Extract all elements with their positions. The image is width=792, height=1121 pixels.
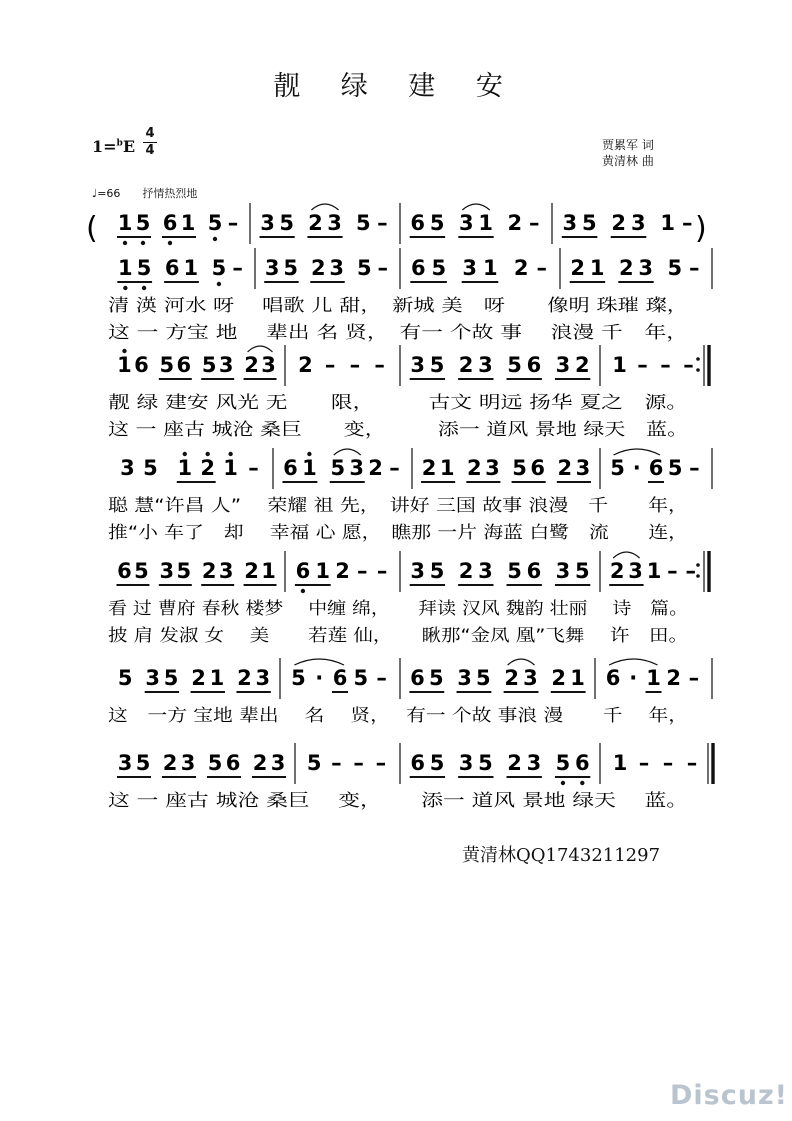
note: 1 bbox=[117, 211, 133, 235]
lyric-line: 披 肩 发淑 女 美 若莲 仙， 瞅那“金凤 凰”飞舞 许 田。 bbox=[108, 626, 688, 646]
note: 5 bbox=[353, 666, 369, 690]
note: 1 bbox=[612, 751, 628, 775]
note: 3 bbox=[628, 559, 643, 583]
note: 3 bbox=[349, 456, 365, 480]
note: 1 bbox=[612, 353, 627, 377]
time-bottom: 4 bbox=[145, 143, 155, 158]
high-octave-dot bbox=[228, 452, 232, 456]
note: 6 bbox=[648, 456, 664, 480]
note: 5 bbox=[135, 211, 151, 235]
note: 5 bbox=[135, 751, 151, 775]
dash: – bbox=[667, 559, 678, 583]
dash: – bbox=[227, 211, 239, 235]
dash: – bbox=[376, 559, 388, 583]
dash: – bbox=[638, 751, 650, 775]
note: 6 bbox=[575, 751, 590, 775]
note: 1 bbox=[223, 456, 238, 480]
note: 3 bbox=[145, 666, 161, 690]
note: 1 bbox=[478, 211, 494, 235]
note: 6 bbox=[134, 353, 149, 377]
note: 3 bbox=[562, 211, 578, 235]
key-note: E bbox=[122, 137, 136, 156]
note: 5 bbox=[163, 666, 179, 690]
note: 5 bbox=[201, 353, 217, 377]
note: 6 bbox=[332, 666, 348, 690]
note: 6 bbox=[526, 559, 542, 583]
note: 6 bbox=[526, 353, 542, 377]
note: 6 bbox=[410, 666, 425, 690]
note: 1 bbox=[118, 256, 133, 280]
high-octave-dot bbox=[122, 349, 126, 353]
slur bbox=[462, 204, 489, 210]
note: 1 bbox=[183, 256, 199, 280]
dash: – bbox=[685, 559, 697, 583]
note: 2 bbox=[162, 751, 178, 775]
dash: – bbox=[536, 256, 547, 280]
note: 2 bbox=[201, 559, 217, 583]
note: 5 bbox=[207, 751, 223, 775]
note: 2 bbox=[298, 353, 313, 377]
dash: – bbox=[689, 456, 700, 480]
low-octave-dot bbox=[580, 781, 584, 785]
note: 1 bbox=[180, 211, 196, 235]
note: 2 bbox=[368, 456, 383, 480]
tempo-marking: ♩=66 bbox=[92, 187, 121, 200]
note: 5 bbox=[207, 211, 223, 235]
note: 3 bbox=[555, 559, 571, 583]
paren-open: ( bbox=[86, 211, 98, 246]
note: 5 bbox=[428, 666, 444, 690]
note: 5 bbox=[555, 751, 571, 775]
lyric-line: 这 一 座古 城沧 桑巨 变， 添一 道风 景地 绿天 蓝。 bbox=[108, 791, 562, 811]
high-octave-dot bbox=[307, 452, 311, 456]
note: 3 bbox=[270, 751, 286, 775]
note: 2 bbox=[421, 456, 437, 480]
dash: – bbox=[357, 559, 368, 583]
low-octave-dot bbox=[142, 286, 146, 290]
note: 2 bbox=[237, 666, 252, 690]
low-octave-dot bbox=[217, 282, 221, 286]
note: 2 bbox=[458, 559, 474, 583]
note: 1 bbox=[439, 456, 455, 480]
time-top: 4 bbox=[145, 126, 155, 141]
note: 3 bbox=[523, 666, 538, 690]
note: 1 bbox=[117, 353, 132, 377]
note: 5 bbox=[211, 256, 227, 280]
dash: – bbox=[686, 751, 698, 775]
high-octave-dot bbox=[183, 452, 187, 456]
note: 2 bbox=[335, 559, 350, 583]
dash: – bbox=[376, 666, 387, 690]
note: 5 bbox=[429, 211, 445, 235]
note: 5 bbox=[667, 256, 683, 280]
note: 5 bbox=[478, 751, 493, 775]
note: 1 bbox=[646, 666, 661, 690]
note: 3 bbox=[329, 256, 345, 280]
repeat-dot bbox=[696, 357, 700, 361]
slur bbox=[311, 204, 338, 210]
note: 1 bbox=[302, 456, 317, 480]
note: 3 bbox=[485, 456, 500, 480]
slur bbox=[294, 659, 344, 665]
note: 5 bbox=[355, 211, 371, 235]
dash: – bbox=[637, 353, 648, 377]
repeat-dot bbox=[696, 563, 700, 567]
note: 5 bbox=[134, 559, 149, 583]
note: 3 bbox=[260, 211, 275, 235]
note: 5 bbox=[429, 559, 445, 583]
dash: – bbox=[389, 456, 400, 480]
note: 3 bbox=[575, 456, 591, 480]
note: 5 bbox=[283, 256, 298, 280]
note: 2 bbox=[244, 559, 259, 583]
note: 6 bbox=[283, 456, 298, 480]
lyric-line: 清 渶 河水 呀 唱歌 儿 甜， 新城 美 呀 像明 珠璀 璨， bbox=[108, 296, 688, 316]
lyric-line: 靓 绿 建安 风光 无 限， 古文 明远 扬华 夏之 源。 bbox=[108, 393, 563, 413]
note: 1 bbox=[660, 211, 675, 235]
key-tonic: 1= bbox=[92, 137, 117, 156]
expression-marking: 抒情热烈地 bbox=[142, 187, 198, 200]
note: 6 bbox=[605, 666, 621, 690]
note: 2 bbox=[191, 666, 206, 690]
repeat-dot bbox=[696, 574, 700, 578]
dash: – bbox=[349, 353, 361, 377]
author-watermark: 黄清林QQ1743211297 bbox=[462, 845, 661, 866]
note: 5 bbox=[507, 353, 522, 377]
note: 2 bbox=[618, 256, 634, 280]
note: 1 bbox=[209, 666, 225, 690]
note: 5 bbox=[176, 559, 192, 583]
dash: – bbox=[681, 211, 693, 235]
note: 1 bbox=[315, 559, 331, 583]
note: 3 bbox=[117, 751, 133, 775]
note: 3 bbox=[526, 751, 542, 775]
note: 2 bbox=[570, 256, 586, 280]
note: · bbox=[629, 666, 638, 690]
slur bbox=[508, 659, 535, 665]
lyric-line: 这 一方 宝地 辈出 名 贤， 有一 个故 事浪 漫 千 年， bbox=[108, 706, 608, 726]
note: 3 bbox=[462, 256, 478, 280]
note: 3 bbox=[410, 559, 425, 583]
note: 5 bbox=[117, 666, 133, 690]
note: 2 bbox=[310, 256, 326, 280]
note: 6 bbox=[410, 211, 426, 235]
dash: – bbox=[331, 751, 342, 775]
note: 1 bbox=[482, 256, 498, 280]
note: 2 bbox=[611, 211, 627, 235]
note: 3 bbox=[218, 559, 234, 583]
lyricist: 贾累军 词 bbox=[602, 138, 654, 152]
note: 2 bbox=[467, 456, 482, 480]
note: 1 bbox=[646, 559, 662, 583]
note: 1 bbox=[177, 456, 193, 480]
note: 3 bbox=[261, 353, 276, 377]
note: 2 bbox=[666, 666, 682, 690]
low-octave-dot bbox=[301, 589, 305, 593]
lyric-line: 聪 慧“许昌 人” 荣耀 祖 先， 讲好 三国 故事 浪漫 千 年， bbox=[108, 496, 603, 516]
dash: – bbox=[688, 666, 700, 690]
note: 3 bbox=[458, 751, 474, 775]
composer: 黄清林 曲 bbox=[602, 154, 654, 168]
note: 1 bbox=[589, 256, 605, 280]
slur bbox=[334, 449, 361, 455]
slur bbox=[248, 346, 273, 352]
low-octave-dot bbox=[123, 286, 127, 290]
note: 6 bbox=[530, 456, 545, 480]
note: 5 bbox=[143, 456, 158, 480]
note: 2 bbox=[244, 353, 259, 377]
note: 2 bbox=[609, 559, 625, 583]
low-octave-dot bbox=[168, 241, 172, 245]
high-octave-dot bbox=[205, 452, 209, 456]
note: 5 bbox=[429, 751, 445, 775]
note: 6 bbox=[410, 256, 426, 280]
dash: – bbox=[324, 353, 336, 377]
note: 5 bbox=[575, 559, 590, 583]
note: · bbox=[632, 456, 641, 480]
note: 2 bbox=[575, 353, 590, 377]
note: 2 bbox=[507, 211, 523, 235]
dash: – bbox=[375, 751, 387, 775]
note: 3 bbox=[458, 211, 474, 235]
low-octave-dot bbox=[561, 781, 565, 785]
note: 3 bbox=[555, 353, 571, 377]
dash: – bbox=[353, 751, 364, 775]
lyric-line: 看 过 曹府 春秋 楼梦 中缠 绵， 拜读 汉风 魏韵 壮丽 诗 篇。 bbox=[108, 599, 688, 619]
note: 5 bbox=[279, 211, 295, 235]
note: 2 bbox=[252, 751, 268, 775]
dash: – bbox=[689, 256, 700, 280]
lyric-line: 这 一 座古 城沧 桑巨 变， 添一 道风 景地 绿天 蓝。 bbox=[108, 420, 580, 440]
note: 3 bbox=[327, 211, 342, 235]
dash: – bbox=[248, 456, 259, 480]
dash: – bbox=[374, 353, 385, 377]
note: 5 bbox=[582, 211, 597, 235]
note: 3 bbox=[159, 559, 175, 583]
note: 3 bbox=[630, 211, 646, 235]
dash: – bbox=[529, 211, 540, 235]
note: 3 bbox=[218, 353, 234, 377]
note: 6 bbox=[295, 559, 311, 583]
low-octave-dot bbox=[141, 241, 145, 245]
note: 1 bbox=[261, 559, 276, 583]
dash: – bbox=[683, 353, 694, 377]
note: 6 bbox=[162, 211, 178, 235]
dash: – bbox=[377, 256, 389, 280]
lyric-line: 推“小 车了 却 幸福 心 愿， 瞧那 一片 海蓝 白鹭 流 连， bbox=[108, 523, 606, 543]
note: 1 bbox=[570, 666, 585, 690]
note: 5 bbox=[159, 353, 175, 377]
paren-close: ) bbox=[695, 211, 707, 246]
note: 6 bbox=[164, 256, 180, 280]
note: 3 bbox=[120, 456, 135, 480]
note: 2 bbox=[308, 211, 323, 235]
note: 6 bbox=[117, 559, 132, 583]
note: 6 bbox=[410, 751, 425, 775]
note: 2 bbox=[513, 256, 529, 280]
note: 5 bbox=[507, 559, 522, 583]
note: 5 bbox=[512, 456, 527, 480]
slur bbox=[613, 552, 639, 558]
note: 5 bbox=[431, 256, 447, 280]
note: 5 bbox=[357, 256, 372, 280]
note: 3 bbox=[457, 666, 472, 690]
note: 5 bbox=[476, 666, 491, 690]
note: 3 bbox=[478, 559, 493, 583]
note: 5 bbox=[667, 456, 683, 480]
note: 2 bbox=[507, 751, 522, 775]
note: 3 bbox=[255, 666, 271, 690]
note: 5 bbox=[429, 353, 445, 377]
note: · bbox=[315, 666, 324, 690]
note: 2 bbox=[200, 456, 216, 480]
dash: – bbox=[232, 256, 243, 280]
note: 3 bbox=[180, 751, 196, 775]
low-octave-dot bbox=[123, 241, 127, 245]
note: 5 bbox=[291, 666, 306, 690]
note: 2 bbox=[557, 456, 573, 480]
note: 3 bbox=[410, 353, 425, 377]
note: 2 bbox=[458, 353, 474, 377]
note: 5 bbox=[306, 751, 322, 775]
note: 3 bbox=[478, 353, 493, 377]
slur bbox=[614, 449, 660, 455]
repeat-dot bbox=[696, 368, 700, 372]
note: 5 bbox=[330, 456, 346, 480]
note: 6 bbox=[225, 751, 241, 775]
dash: – bbox=[662, 751, 674, 775]
note: 3 bbox=[638, 256, 654, 280]
note: 5 bbox=[610, 456, 625, 480]
discuz-logo: Discuz! bbox=[670, 1080, 788, 1111]
key-flat: b bbox=[116, 138, 123, 149]
dash: – bbox=[660, 353, 671, 377]
lyric-line: 这 一 方宝 地 辈出 名 贤， 有一 个故 事 浪漫 千 年， bbox=[108, 323, 562, 343]
note: 5 bbox=[136, 256, 152, 280]
low-octave-dot bbox=[213, 237, 217, 241]
note: 2 bbox=[504, 666, 519, 690]
note: 3 bbox=[264, 256, 280, 280]
song-title: 靓 绿 建 安 bbox=[273, 71, 519, 102]
dash: – bbox=[377, 211, 388, 235]
note: 6 bbox=[176, 353, 192, 377]
slur bbox=[609, 659, 657, 665]
note: 2 bbox=[551, 666, 567, 690]
